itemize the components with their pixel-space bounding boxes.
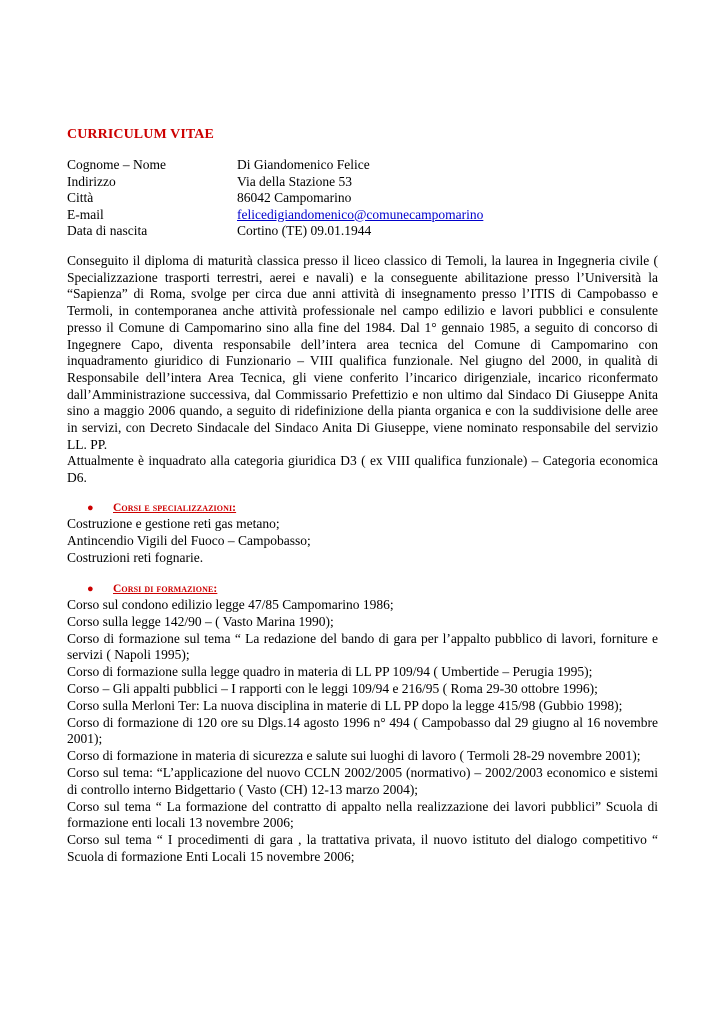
list-item: Corso sul tema: “L’applicazione del nuovo CCLN 2002/2005 (normativo) – 2002/2003 economico e sistemi di controllo interno Bidgettario ( Vasto (CH) 12-13 marzo 2004); (67, 764, 658, 797)
info-row-birth (67, 223, 483, 240)
document-title: CURRICULUM VITAE (67, 127, 214, 142)
list-item: Corso sul tema “ La formazione del contratto di appalto nella realizzazione dei lavori pubblici” Scuola di formazione enti locali 13 novembre 2006; (67, 798, 658, 831)
list-item: Corso sulla legge 142/90 – ( Vasto Marina 1990); (67, 613, 334, 629)
info-row-city (67, 190, 483, 207)
bio-paragraph: Conseguito il diploma di maturità classica presso il liceo classico di Temoli, la laurea in Ingegneria civile ( Specializzazione trasporti terrestri, aerei e navali) e la conseguente abilitazione presso l’Università la “Sapienza” di Roma, svolge per circa due anni attività di insegnamento presso l’ITIS di Campobasso e Termoli, in contemporanea anche attività professionale nel campo edilizio e lavori pubblici e consulente presso il Comune di Campomarino sino alla fine del 1984. Dal 1° gennaio 1985, a seguito di concorso di Ingegnere Capo, diventa responsabile dell’intera area tecnica del Comune di Campomarino con inquadramento giuridico di Funzionario – VIII qualifica funzionale. Nel giugno del 2000, in qualità di Responsabile dell’intera Area Tecnica, gli viene conferito l’incarico dirigenziale, incarico riconfermato dall’Amministrazione successiva, dal Commissario Prefettizio e non ultimo dal Sindaco Di Giuseppe Anita sino a maggio 2006 quando, a seguito di ridefinizione della pianta organica e con la suddivisione delle aree in servizi, con Decreto Sindacale del Sindaco Anita Di Giuseppe, viene nominato responsabile del servizio LL. PP. (67, 253, 658, 452)
list-item: Corso di formazione di 120 ore su Dlgs.14 agosto 1996 n° 494 ( Campobasso dal 29 giugno al 16 novembre 2001); (67, 714, 658, 747)
personal-info (67, 157, 483, 240)
bullet-icon: ● (87, 501, 94, 514)
info-label: Data di nascita (67, 223, 148, 238)
info-row-email (67, 207, 483, 224)
training-list (67, 597, 667, 866)
specializations-section (67, 500, 667, 566)
info-value: Di Giandomenico Felice (237, 157, 370, 172)
list-item: Costruzione e gestione reti gas metano; (67, 516, 280, 531)
bio-paragraph: Attualmente è inquadrato alla categoria giuridica D3 ( ex VIII qualifica funzionale) – Categoria economica D6. (67, 453, 658, 486)
list-item: Corso di formazione in materia di sicurezza e salute sui luoghi di lavoro ( Termoli 28-29 novembre 2001); (67, 748, 641, 764)
section-heading (87, 500, 667, 516)
email-link[interactable]: felicedigiandomenico@comunecampomarino (237, 206, 484, 222)
info-label: E-mail (67, 206, 104, 222)
info-value: Via della Stazione 53 (237, 173, 353, 189)
list-item: Corso sul tema “ I procedimenti di gara , la trattativa privata, il nuovo istituto del dialogo competitivo “ Scuola di formazione Enti Locali 15 novembre 2006; (67, 832, 658, 864)
info-value: Cortino (TE) 09.01.1944 (237, 223, 372, 238)
specializations-list (67, 516, 667, 566)
info-label: Indirizzo (67, 173, 116, 189)
list-item: Corso – Gli appalti pubblici – I rapporti con le leggi 109/94 e 216/95 ( Roma 29-30 ottobre 1996); (67, 680, 598, 696)
list-item: Corso di formazione sulla legge quadro in materia di LL PP 109/94 ( Umbertide – Perugia 1995); (67, 664, 593, 680)
section-heading (87, 581, 667, 597)
list-item: Antincendio Vigili del Fuoco – Campobasso; (67, 532, 311, 548)
info-row-address (67, 174, 483, 191)
list-item: Corso sulla Merloni Ter: La nuova disciplina in materie di LL PP dopo la legge 415/98 (Gubbio 1998); (67, 697, 623, 713)
bullet-icon: ● (87, 582, 94, 595)
biography (67, 253, 658, 487)
info-row-name (67, 157, 483, 174)
training-section (67, 581, 667, 866)
info-value: 86042 Campomarino (237, 190, 352, 205)
list-item: Costruzioni reti fognarie. (67, 549, 204, 565)
heading-label: Corsi e specializzazioni: (113, 501, 237, 514)
list-item: Corso sul condono edilizio legge 47/85 Campomarino 1986; (67, 597, 394, 612)
info-label: Città (67, 190, 94, 205)
list-item: Corso di formazione sul tema “ La redazione del bando di gara per l’appalto pubblico di lavori, forniture e servizi ( Napoli 1995); (67, 630, 658, 663)
info-label: Cognome – Nome (67, 157, 166, 172)
heading-label: Corsi di formazione: (113, 582, 218, 595)
